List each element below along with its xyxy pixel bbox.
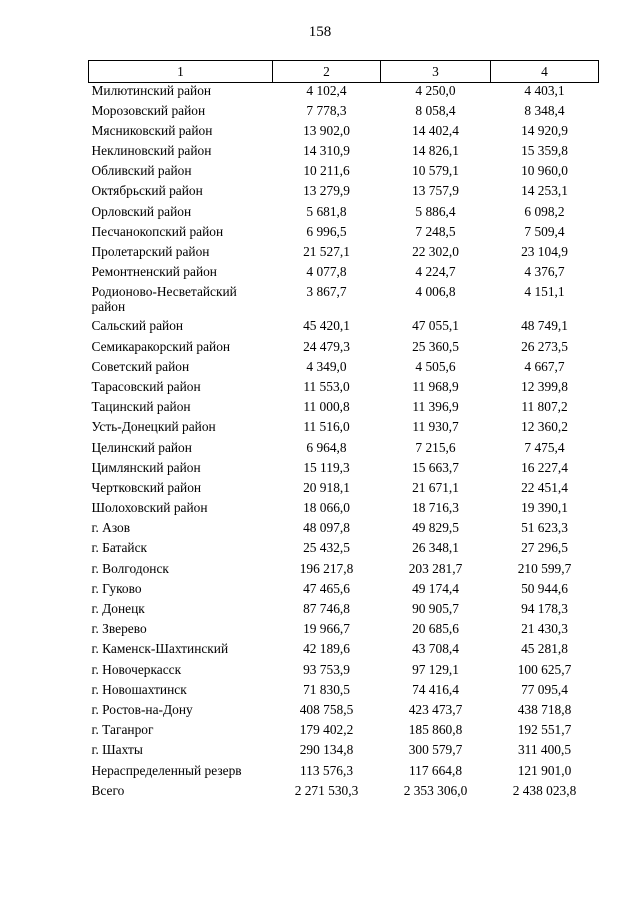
value-cell-col3: 7 248,5 <box>415 223 456 239</box>
value-cell-col3: 21 671,1 <box>412 479 459 495</box>
value-cell-col3: 4 250,0 <box>415 83 456 98</box>
value-cell-col2: 87 746,8 <box>303 601 350 616</box>
value-cell-col2: 6 996,5 <box>306 223 347 239</box>
value-cell-col2: 14 310,9 <box>303 143 350 159</box>
value-cell-col4: 45 281,8 <box>521 641 568 657</box>
table-row <box>89 123 599 143</box>
table-row <box>89 763 599 783</box>
value-cell-col3: 203 281,7 <box>408 560 463 576</box>
value-cell-col3: 11 396,9 <box>412 399 459 415</box>
row-label: г. Ростов-на-Дону <box>91 701 193 717</box>
table-row <box>89 103 599 123</box>
row-label: Ремонтненский район <box>91 264 217 280</box>
value-cell-col2: 24 479,3 <box>303 338 350 354</box>
value-cell-col2: 11 000,8 <box>303 399 350 415</box>
value-cell-col4: 4 667,7 <box>524 358 565 374</box>
table-row <box>89 318 599 338</box>
row-label: Целинский район <box>91 439 192 455</box>
value-cell-col2: 20 918,1 <box>303 479 350 495</box>
value-cell-col4: 438 718,8 <box>517 701 572 717</box>
value-cell-col4: 8 348,4 <box>524 102 565 118</box>
row-label: г. Донецк <box>91 601 145 616</box>
data-table <box>88 60 599 803</box>
row-label: Чертковский район <box>91 479 202 495</box>
value-cell-col3: 14 402,4 <box>412 122 459 138</box>
table-row <box>89 480 599 500</box>
value-cell-col4: 4 376,7 <box>524 264 565 280</box>
value-cell-col4: 192 551,7 <box>517 722 572 738</box>
value-cell-col3: 97 129,1 <box>412 661 459 677</box>
table-row <box>89 419 599 439</box>
value-cell-col2: 113 576,3 <box>299 762 354 778</box>
row-label: Октябрьский район <box>91 183 203 199</box>
value-cell-col4: 121 901,0 <box>517 762 572 778</box>
header-cell: 2 <box>273 61 381 83</box>
table-row <box>89 399 599 419</box>
value-cell-col3: 74 416,4 <box>412 681 459 697</box>
value-cell-col3: 49 829,5 <box>412 520 459 536</box>
table-row <box>89 339 599 359</box>
value-cell-col3: 4 505,6 <box>415 358 456 374</box>
row-label: г. Шахты <box>91 742 143 758</box>
table-row <box>89 702 599 722</box>
table-row <box>89 682 599 702</box>
value-cell-col3: 26 348,1 <box>412 540 459 556</box>
value-cell-col4: 77 095,4 <box>521 681 568 697</box>
row-label: Пролетарский район <box>91 244 210 259</box>
value-cell-col3: 47 055,1 <box>412 318 459 334</box>
value-cell-col3: 7 215,6 <box>415 439 456 455</box>
value-cell-col3: 14 826,1 <box>412 143 459 159</box>
value-cell-col4: 210 599,7 <box>517 560 572 576</box>
table-body <box>89 83 599 803</box>
row-label: Обливский район <box>91 163 192 179</box>
row-label: Семикаракорский район <box>91 338 231 354</box>
value-cell-col2: 5 681,8 <box>306 203 347 219</box>
row-label: Всего <box>91 782 125 798</box>
value-cell-col4: 2 438 023,8 <box>512 782 577 798</box>
row-label: г. Таганрог <box>91 722 154 738</box>
value-cell-col3: 8 058,4 <box>415 102 456 118</box>
row-label: Усть-Донецкий район <box>91 419 216 435</box>
value-cell-col3: 11 930,7 <box>412 419 459 435</box>
row-label: Тарасовский район <box>91 378 201 394</box>
table-row <box>89 662 599 682</box>
table-row <box>89 722 599 742</box>
value-cell-col4: 19 390,1 <box>521 500 568 516</box>
value-cell-col4: 100 625,7 <box>517 661 572 677</box>
value-cell-col2: 13 279,9 <box>303 183 350 199</box>
value-cell-col4: 50 944,6 <box>521 580 568 596</box>
table-row <box>89 143 599 163</box>
value-cell-col3: 25 360,5 <box>412 338 459 354</box>
value-cell-col2: 45 420,1 <box>303 318 350 334</box>
value-cell-col3: 185 860,8 <box>408 722 463 738</box>
value-cell-col2: 4 077,8 <box>306 264 347 280</box>
row-label: Неклиновский район <box>91 143 212 159</box>
row-label: г. Азов <box>91 520 131 536</box>
value-cell-col3: 90 905,7 <box>412 601 459 616</box>
table-header <box>89 61 599 83</box>
value-cell-col3: 49 174,4 <box>412 580 459 596</box>
value-cell-col2: 71 830,5 <box>303 681 350 697</box>
value-cell-col4: 12 360,2 <box>521 419 568 435</box>
value-cell-col2: 21 527,1 <box>303 244 350 259</box>
row-label: Нераспределенный резерв <box>91 762 242 778</box>
value-cell-col2: 290 134,8 <box>299 742 354 758</box>
value-cell-col2: 93 753,9 <box>303 661 350 677</box>
table-row <box>89 379 599 399</box>
row-label: Песчанокопский район <box>91 223 224 239</box>
header-cell: 4 <box>491 61 599 83</box>
value-cell-col3: 117 664,8 <box>408 762 463 778</box>
table-row <box>89 163 599 183</box>
value-cell-col4: 27 296,5 <box>521 540 568 556</box>
row-label: Мясниковский район <box>91 122 213 138</box>
table-row <box>89 520 599 540</box>
row-label: Цимлянский район <box>91 459 201 475</box>
table-row <box>89 561 599 581</box>
value-cell-col4: 4 151,1 <box>524 284 565 300</box>
value-cell-col2: 7 778,3 <box>306 102 347 118</box>
page-number: 158 <box>308 24 332 40</box>
value-cell-col3: 423 473,7 <box>408 701 463 717</box>
table-row <box>89 581 599 601</box>
table-row <box>89 183 599 203</box>
table-row <box>89 460 599 480</box>
value-cell-col2: 13 902,0 <box>303 122 350 138</box>
header-cell: 3 <box>381 61 491 83</box>
row-label: г. Волгодонск <box>91 560 169 576</box>
value-cell-col4: 4 403,1 <box>524 83 565 98</box>
value-cell-col2: 47 465,6 <box>303 580 350 596</box>
value-cell-col4: 15 359,8 <box>521 143 568 159</box>
value-cell-col4: 23 104,9 <box>521 244 568 259</box>
value-cell-col4: 311 400,5 <box>517 742 572 758</box>
row-label: г. Гуково <box>91 580 142 596</box>
value-cell-col4: 16 227,4 <box>521 459 568 475</box>
value-cell-col3: 10 579,1 <box>412 163 459 179</box>
value-cell-col4: 94 178,3 <box>521 601 568 616</box>
value-cell-col2: 3 867,7 <box>306 284 347 300</box>
table-row <box>89 359 599 379</box>
table-row <box>89 83 599 103</box>
value-cell-col3: 20 685,6 <box>412 621 459 637</box>
table-row <box>89 284 599 318</box>
table-row <box>89 500 599 520</box>
value-cell-col4: 12 399,8 <box>521 378 568 394</box>
row-label: г. Батайск <box>91 540 148 556</box>
value-cell-col2: 11 516,0 <box>303 419 350 435</box>
value-cell-col3: 13 757,9 <box>412 183 459 199</box>
table-row <box>89 540 599 560</box>
value-cell-col2: 179 402,2 <box>299 722 354 738</box>
table-row <box>89 742 599 762</box>
value-cell-col2: 10 211,6 <box>303 163 350 179</box>
row-label: Родионово-Несветайский район <box>91 284 237 315</box>
value-cell-col3: 4 224,7 <box>415 264 456 280</box>
table-row <box>89 244 599 264</box>
value-cell-col4: 6 098,2 <box>524 203 565 219</box>
row-label: Морозовский район <box>91 102 206 118</box>
row-label: Орловский район <box>91 203 192 219</box>
value-cell-col3: 15 663,7 <box>412 459 459 475</box>
value-cell-col2: 25 432,5 <box>303 540 350 556</box>
value-cell-col2: 4 349,0 <box>306 358 347 374</box>
value-cell-col2: 6 964,8 <box>306 439 347 455</box>
table-row <box>89 621 599 641</box>
value-cell-col3: 300 579,7 <box>408 742 463 758</box>
value-cell-col3: 4 006,8 <box>415 284 456 300</box>
table-row <box>89 440 599 460</box>
value-cell-col3: 43 708,4 <box>412 641 459 657</box>
value-cell-col3: 11 968,9 <box>412 378 459 394</box>
value-cell-col4: 11 807,2 <box>521 399 568 415</box>
row-label: Тацинский район <box>91 399 191 415</box>
value-cell-col4: 14 253,1 <box>521 183 568 199</box>
row-label: Сальский район <box>91 318 184 334</box>
value-cell-col3: 22 302,0 <box>412 244 459 259</box>
table-row <box>89 224 599 244</box>
value-cell-col2: 18 066,0 <box>303 500 350 516</box>
value-cell-col2: 11 553,0 <box>303 378 350 394</box>
value-cell-col4: 26 273,5 <box>521 338 568 354</box>
value-cell-col2: 4 102,4 <box>306 83 347 98</box>
header-cell: 1 <box>89 61 273 83</box>
value-cell-col2: 2 271 530,3 <box>294 782 359 798</box>
table-row <box>89 204 599 224</box>
value-cell-col4: 7 475,4 <box>524 439 565 455</box>
row-label: Шолоховский район <box>91 500 208 516</box>
value-cell-col3: 18 716,3 <box>412 500 459 516</box>
table-row <box>89 264 599 284</box>
row-label: г. Зверево <box>91 621 147 637</box>
value-cell-col2: 196 217,8 <box>299 560 354 576</box>
value-cell-col4: 21 430,3 <box>521 621 568 637</box>
value-cell-col2: 15 119,3 <box>303 459 350 475</box>
row-label: г. Новочеркасск <box>91 661 182 677</box>
value-cell-col3: 5 886,4 <box>415 203 456 219</box>
value-cell-col2: 19 966,7 <box>303 621 350 637</box>
value-cell-col4: 48 749,1 <box>521 318 568 334</box>
table-row <box>89 601 599 621</box>
table-row <box>89 783 599 803</box>
row-label: Советский район <box>91 358 190 374</box>
value-cell-col4: 22 451,4 <box>521 479 568 495</box>
value-cell-col4: 14 920,9 <box>521 122 568 138</box>
row-label: г. Каменск-Шахтинский <box>91 641 229 657</box>
table-row <box>89 641 599 661</box>
value-cell-col2: 48 097,8 <box>303 520 350 536</box>
value-cell-col4: 10 960,0 <box>521 163 568 179</box>
value-cell-col2: 408 758,5 <box>299 701 354 717</box>
row-label: г. Новошахтинск <box>91 681 187 697</box>
value-cell-col2: 42 189,6 <box>303 641 350 657</box>
row-label: Милютинский район <box>91 83 212 98</box>
value-cell-col3: 2 353 306,0 <box>403 782 468 798</box>
value-cell-col4: 7 509,4 <box>524 223 565 239</box>
value-cell-col4: 51 623,3 <box>521 520 568 536</box>
